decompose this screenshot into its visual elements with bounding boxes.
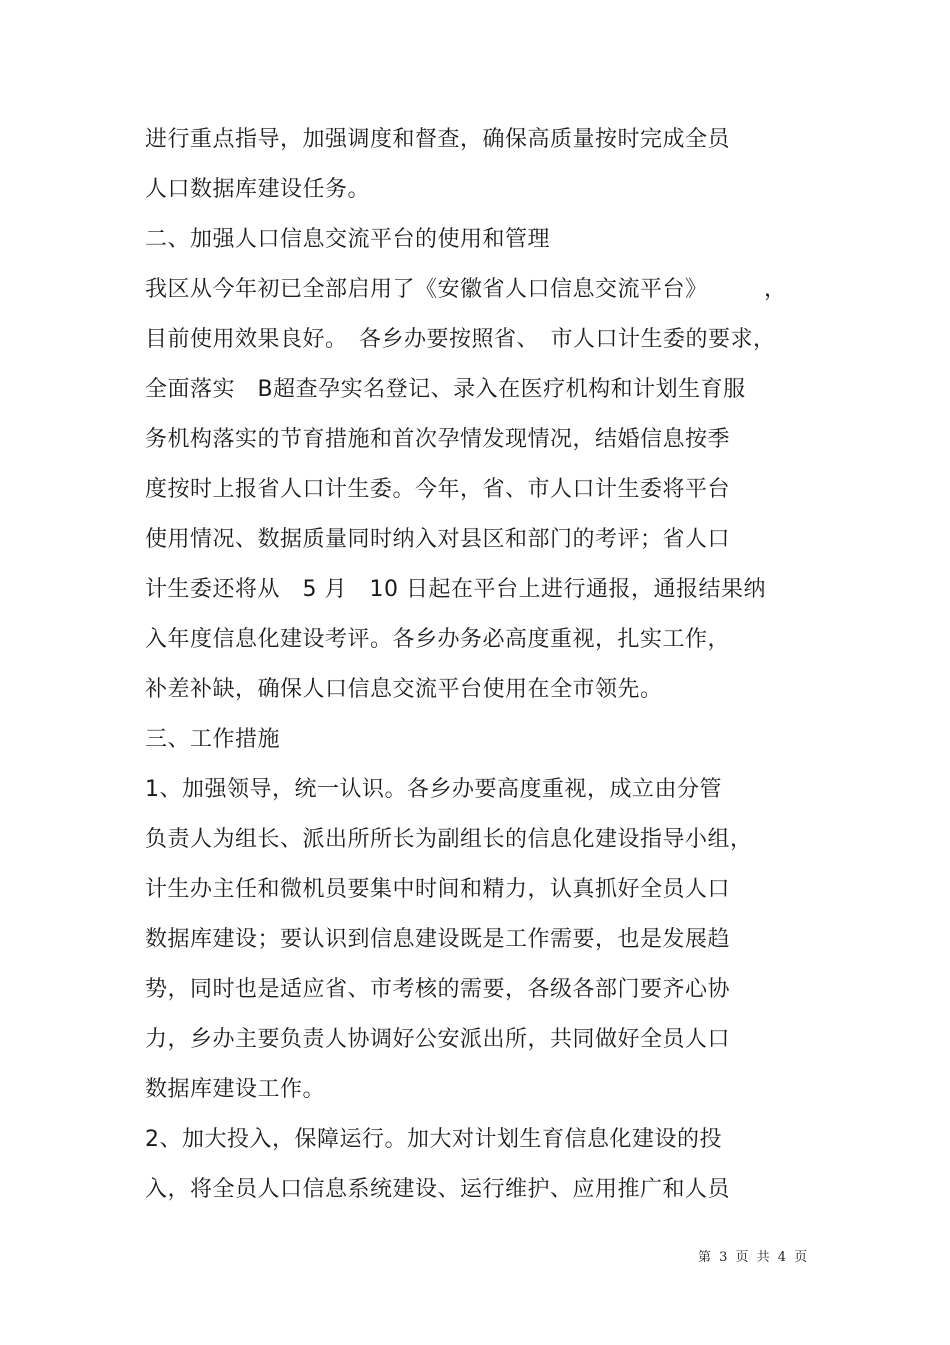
text-line: 入，将全员人口信息系统建设、运行维护、应用推广和人员 (145, 1177, 731, 1202)
text-line: 1、加强领导，统一认识。各乡办要高度重视，成立由分管 (145, 777, 722, 802)
text-line: 势，同时也是适应省、市考核的需要，各级各部门要齐心协 (145, 977, 731, 1002)
text-line: 数据库建设；要认识到信息建设既是工作需要，也是发展趋 (145, 927, 731, 952)
text-line: 务机构落实的节育措施和首次孕情发现情况，结婚信息按季 (145, 427, 731, 452)
text-line: 目前使用效果良好。 各乡办要按照省、 市人口计生委的要求， (145, 327, 776, 352)
text-line: 计生委还将从 5 月 10 日起在平台上进行通报，通报结果纳 (145, 577, 766, 602)
text-line: 全面落实 B超查孕实名登记、录入在医疗机构和计划生育服 (145, 377, 746, 402)
text-line: 负责人为组长、派出所所长为副组长的信息化建设指导小组， (145, 827, 753, 852)
text-line: 补差补缺，确保人口信息交流平台使用在全市领先。 (145, 677, 663, 702)
text-line: 入年度信息化建设考评。各乡办务必高度重视，扎实工作， (145, 627, 731, 652)
text-line: 力，乡办主要负责人协调好公安派出所，共同做好全员人口 (145, 1027, 731, 1052)
text-line: 计生办主任和微机员要集中时间和精力，认真抓好全员人口 (145, 877, 731, 902)
text-line: 使用情况、数据质量同时纳入对县区和部门的考评；省人口 (145, 527, 731, 552)
page-number-footer: 第 3 页 共 4 页 (698, 1250, 810, 1265)
text-line: 人口数据库建设任务。 (145, 177, 371, 202)
text-line: 我区从今年初已全部启用了《安徽省人口信息交流平台》 ， (145, 277, 787, 302)
text-line: 度按时上报省人口计生委。今年，省、市人口计生委将平台 (145, 477, 731, 502)
text-line: 进行重点指导，加强调度和督查，确保高质量按时完成全员 (145, 127, 731, 152)
section-heading: 三、工作措施 (145, 727, 281, 752)
section-heading: 二、加强人口信息交流平台的使用和管理 (145, 227, 551, 252)
text-line: 2、加大投入，保障运行。加大对计划生育信息化建设的投 (145, 1127, 722, 1152)
text-line: 数据库建设工作。 (145, 1077, 326, 1102)
